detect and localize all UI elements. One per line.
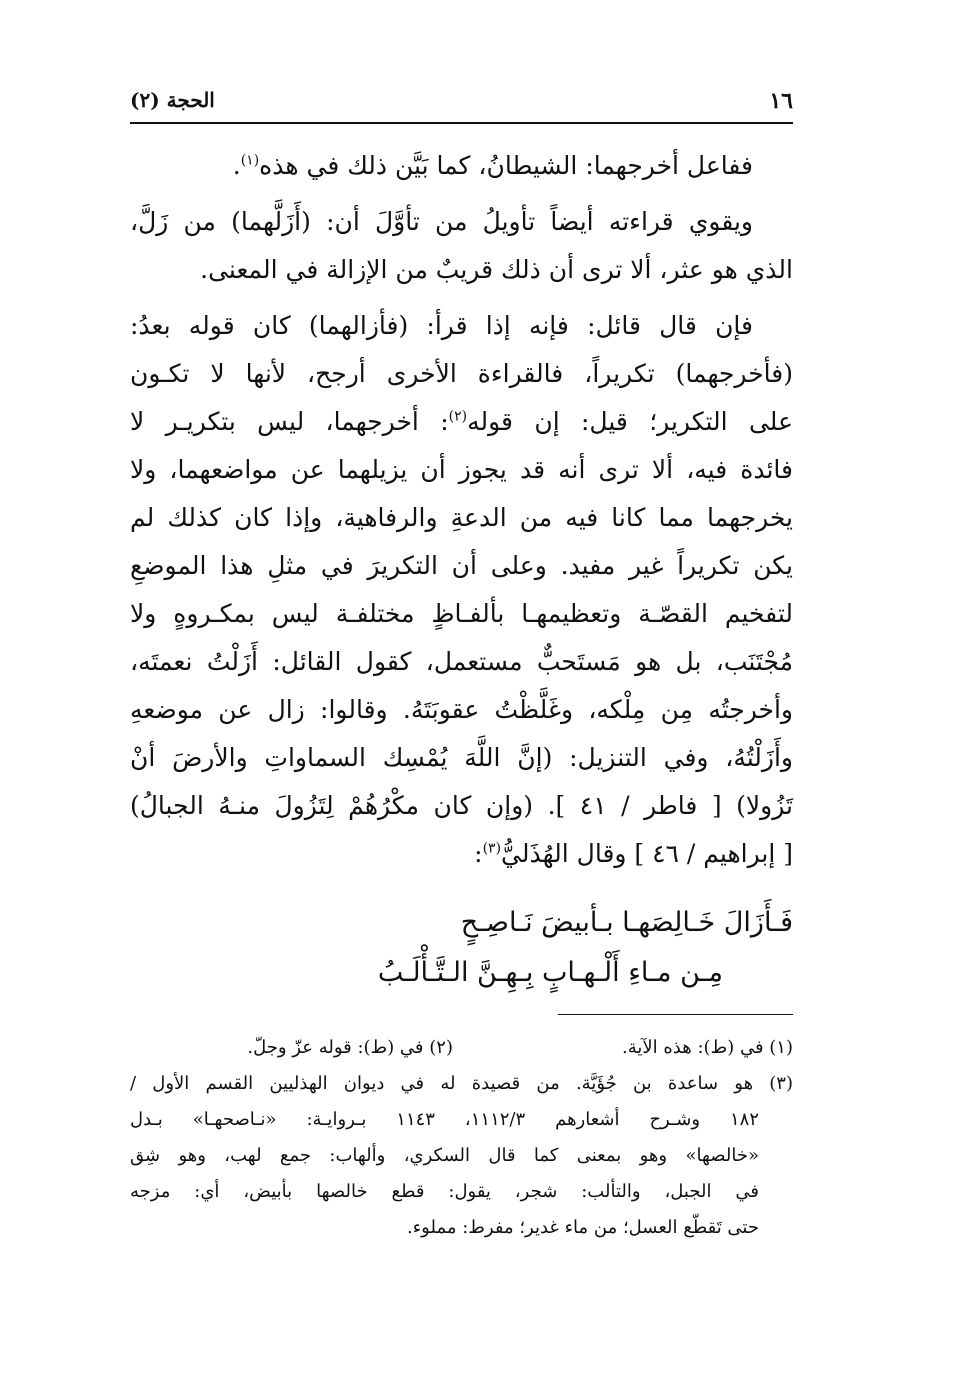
- footnote-ref: (١): [240, 152, 260, 169]
- poem-verse: [130, 898, 793, 998]
- footnote-separator: [558, 1014, 793, 1015]
- footnote-3-line: في الجبل، والتألب: شجر، يقول: قطع خالصها بأبيض، أي: مزجه: [130, 1181, 759, 1202]
- footnote-3-line: «خالصها» وهو بمعنى كما قال السكري، وألهاب: جمع لهب، وهو شِق: [130, 1145, 759, 1166]
- text-line: الذي هو عثر، ألا ترى أن ذلك قريبٌ من الإزالة في المعنى.: [200, 255, 793, 284]
- page-header: [130, 88, 793, 120]
- footnotes: [130, 1030, 793, 1246]
- text-line: وأَزَلْتُهُ، وفي التنزيل: (إنَّ اللَّهَ يُمْسِك السماواتِ والأرضَ أنْ: [130, 743, 793, 772]
- footnote-row: [130, 1030, 793, 1066]
- footnote-1: (١) في (ط): هذه الآية.: [622, 1037, 793, 1058]
- text-line: تَزُولا) [ فاطر / ٤١ ]. (وإن كان مكْرُهُمْ لِتَزُولَ منـهُ الجبالُ): [130, 791, 793, 820]
- running-title: الحجة (٢): [130, 88, 215, 112]
- text-line: [ إبراهيم / ٤٦ ] وقال الهُذَليُّ$^{(٣)}$:: [474, 839, 793, 868]
- footnote-ref: (٢): [448, 408, 468, 425]
- footnote-3-line: حتى تَقطّع العسل؛ من ماء غدير؛ مفرط: مملوء.: [407, 1217, 759, 1238]
- text-line: ويقوي قراءته أيضاً تأويلُ من تأوَّلَ أن: (أَزَلَّهما) من زَلَّ،: [130, 207, 753, 236]
- text-line: وأخرجتُه مِن مِلْكه، وغَلَّظْتُ عقوبَتَهُ. وقالوا: زال عن موضعهِ: [130, 695, 793, 724]
- text-line: على التكرير؛ قيل: إن قوله$^{(٢)}$: أخرجهما، ليس بتكريـر لا: [130, 407, 793, 436]
- text-line: لتفخيم القصّـة وتعظيمهـا بألفـاظٍ مختلفـة ليس بمكـروهٍ ولا: [130, 599, 793, 628]
- page-number: ١٦: [769, 88, 793, 114]
- footnote-ref: (٣): [482, 840, 502, 857]
- text-line: يخرجهما مما كانا فيه من الدعةِ والرفاهية، وإذا كان كذلك لم: [130, 503, 793, 532]
- text-line: فائدة فيه، ألا ترى أنه قد يجوز أن يزيلهما عن مواضعهما، ولا: [130, 455, 793, 484]
- text-line: ففاعل أخرجهما: الشيطانُ، كما بَيَّن ذلك في هذه$^{(١)}$.: [232, 151, 753, 180]
- poem-first-hemistich: فَـأَزَالَ خَـالِصَهـا بـأبيضَ نَـاصِـحٍ: [460, 907, 793, 938]
- text-line: مُجْتَنَب، بل هو مَستَحبٌّ مستعمل، كقول القائل: أَزَلْتُ نعمتَه،: [130, 647, 793, 676]
- text-line: فإن قال قائل: فإنه إذا قرأ: (فأزالهما) كان قوله بعدُ:: [130, 311, 753, 340]
- text-line: يكن تكريراً غير مفيد. وعلى أن التكريرَ في مثلِ هذا الموضعِ: [130, 551, 793, 580]
- footnote-3-line: ١٨٢ وشـرح أشعارهم ١١١٢/٣، ١١٤٣ بـروايـة: «نـاصحهـا» بـدل: [130, 1109, 759, 1130]
- poem-second-hemistich: مِـن مـاءِ أَلْـهـابٍ بِـهِـنَّ الـتَّـأْلَـبُ: [377, 957, 723, 988]
- main-text: [130, 142, 793, 878]
- header-rule: [130, 122, 793, 124]
- text-line: (فأخرجهما) تكريراً، فالقراءة الأخرى أرجح، لأنها لا تكـون: [130, 359, 793, 388]
- footnote-3-line: (٣) هو ساعدة بن جُؤَيَّة. من قصيدة له في ديوان الهذليين القسم الأول /: [130, 1073, 793, 1094]
- footnote-2: (٢) في (ط): قوله عزّ وجلّ.: [247, 1037, 453, 1058]
